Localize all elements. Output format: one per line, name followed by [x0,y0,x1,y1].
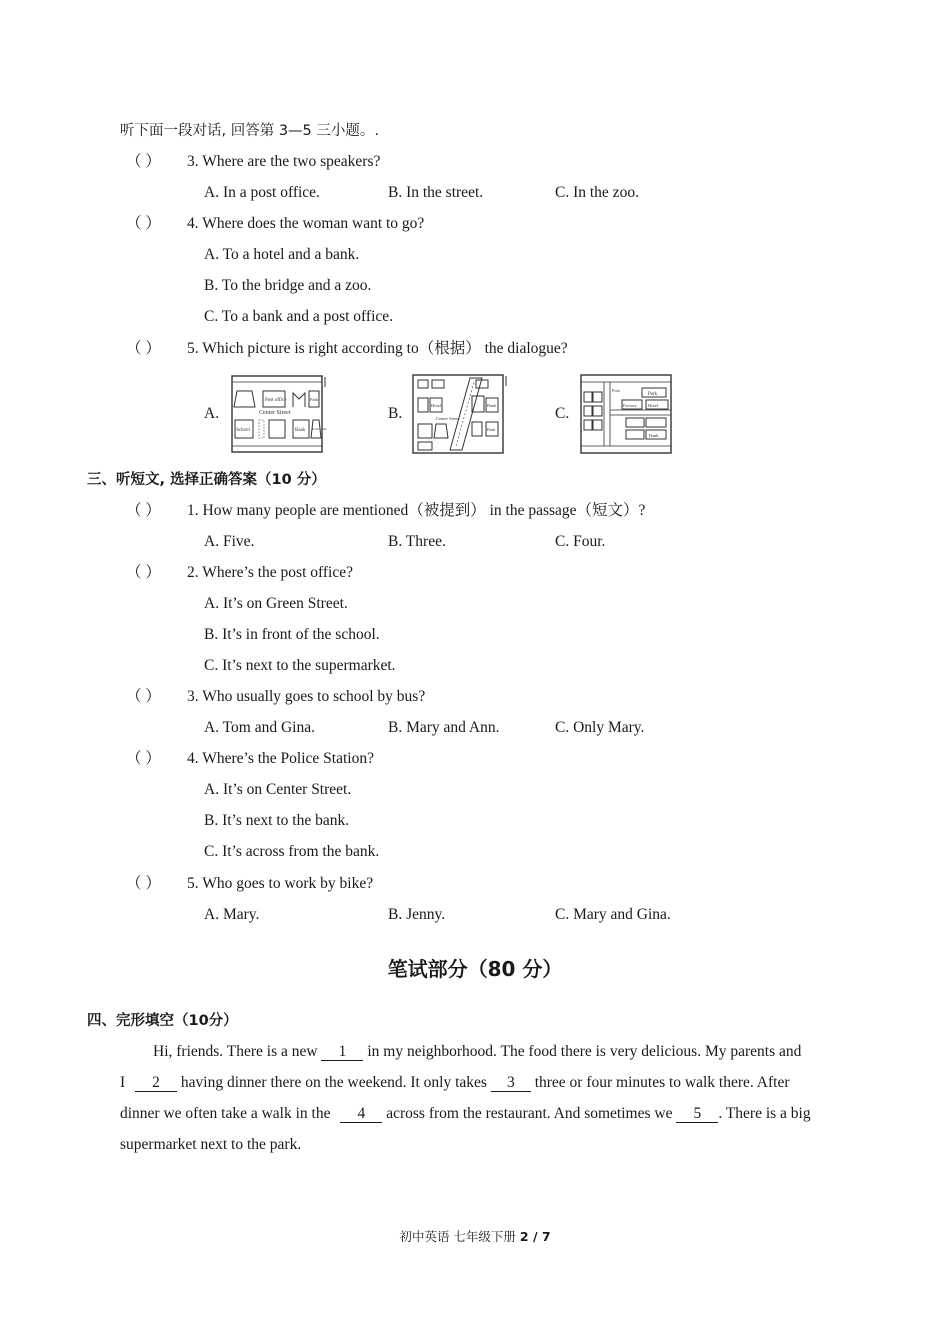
map-c-factory-label: Factory [623,403,637,408]
map-b-hotel-label: Hotel [431,403,441,408]
map-b-street-label: Center Street [436,416,460,421]
map-picture-a[interactable] [229,373,327,455]
option-b: B. In the street. [388,184,484,201]
picture-label-b: B. [388,405,403,422]
map-c-post-label: Post [612,388,620,393]
map-a-street-label: Center Street [259,410,291,416]
map-a-police-label: Police Stn. [312,427,327,431]
cloze-line-2 [120,1073,790,1093]
option-c: C. In the zoo. [555,184,639,201]
option-b: B. It’s next to the bank. [204,812,350,829]
cloze-text: having dinner there on the weekend. It only takes [177,1074,491,1091]
map-picture-c[interactable] [578,372,676,456]
question-text: 3. Where are the two speakers? [187,153,381,170]
answer-paren[interactable]: （ ） [126,688,161,705]
cloze-text: three or four minutes to walk there. After [530,1074,790,1091]
answer-paren[interactable]: （ ） [126,340,161,357]
section4-heading: 四、完形填空（10分） [87,1013,238,1029]
cloze-blank-5[interactable]: 5 [676,1105,718,1123]
section3-heading: 三、听短文, 选择正确答案（10 分） [87,472,326,488]
answer-paren[interactable]: （ ） [126,875,161,892]
question-text: 1. How many people are mentioned（被提到） in the passage（短文）? [187,502,646,519]
option-a: A. Tom and Gina. [204,719,315,736]
question-text: 4. Where’s the Police Station? [187,750,374,767]
option-a: A. Mary. [204,906,260,923]
map-c-park-label: Park [648,392,658,397]
answer-paren[interactable]: （ ） [126,564,161,581]
option-a: A. It’s on Center Street. [204,781,352,798]
answer-paren[interactable]: （ ） [126,215,161,232]
cloze-text: Hi, friends. There is a new [153,1043,322,1060]
cloze-line-1 [153,1042,801,1062]
page-number: 2 / 7 [519,1229,551,1244]
footer-subject: 初中英语 七年级下册 [399,1229,520,1244]
page-footer [0,1227,950,1247]
map-a-bank-label: Bank [295,428,306,433]
map-a-park-label: Park [310,397,319,402]
option-b: B. To the bridge and a zoo. [204,277,372,294]
picture-label-c: C. [555,405,570,422]
cloze-text: dinner we often take a walk in the [120,1105,335,1122]
map-picture-b[interactable] [410,372,508,456]
question-text: 3. Who usually goes to school by bus? [187,688,426,705]
cloze-text: across from the restaurant. And sometimes we [382,1105,677,1122]
written-part-title: 笔试部分（80 分） [387,957,563,981]
option-b: B. It’s in front of the school. [204,626,380,643]
cloze-line-3 [120,1104,811,1124]
map-b-bank-label: Bank [487,403,497,408]
answer-paren[interactable]: （ ） [126,502,161,519]
cloze-text: I [120,1074,130,1091]
option-b: B. Jenny. [388,906,446,923]
section2-intro: 听下面一段对话, 回答第 3—5 三小题。. [120,123,379,139]
option-c: C. It’s next to the supermarket. [204,657,396,674]
option-a: A. It’s on Green Street. [204,595,348,612]
map-b-park-label: Park [487,427,496,432]
question-text: 4. Where does the woman want to go? [187,215,425,232]
option-c: C. Four. [555,533,606,550]
option-b: B. Three. [388,533,446,550]
cloze-text: in my neighborhood. The food there is very delicious. My parents and [363,1043,802,1060]
map-c-hotel-label: Hotel [648,403,658,408]
option-c: C. To a bank and a post office. [204,308,394,325]
option-b: B. Mary and Ann. [388,719,500,736]
question-text: 5. Which picture is right according to（根据） the dialogue? [187,340,568,357]
option-c: C. Mary and Gina. [555,906,671,923]
cloze-blank-4[interactable]: 4 [340,1105,382,1123]
option-c: C. Only Mary. [555,719,645,736]
question-text: 2. Where’s the post office? [187,564,353,581]
map-c-bank-label: Bank [649,433,659,438]
cloze-blank-1[interactable]: 1 [321,1043,363,1061]
map-a-school-label: School [236,428,250,433]
answer-paren[interactable]: （ ） [126,750,161,767]
option-a: A. Five. [204,533,255,550]
cloze-blank-2[interactable]: 2 [135,1074,177,1092]
cloze-line-4: supermarket next to the park. [120,1136,302,1153]
map-a-post-label: Post office [265,398,287,403]
picture-label-a: A. [204,405,220,422]
option-c: C. It’s across from the bank. [204,843,380,860]
cloze-text: . There is a big [718,1105,811,1122]
option-a: A. In a post office. [204,184,320,201]
answer-paren[interactable]: （ ） [126,153,161,170]
question-text: 5. Who goes to work by bike? [187,875,374,892]
cloze-blank-3[interactable]: 3 [491,1074,531,1092]
option-a: A. To a hotel and a bank. [204,246,360,263]
